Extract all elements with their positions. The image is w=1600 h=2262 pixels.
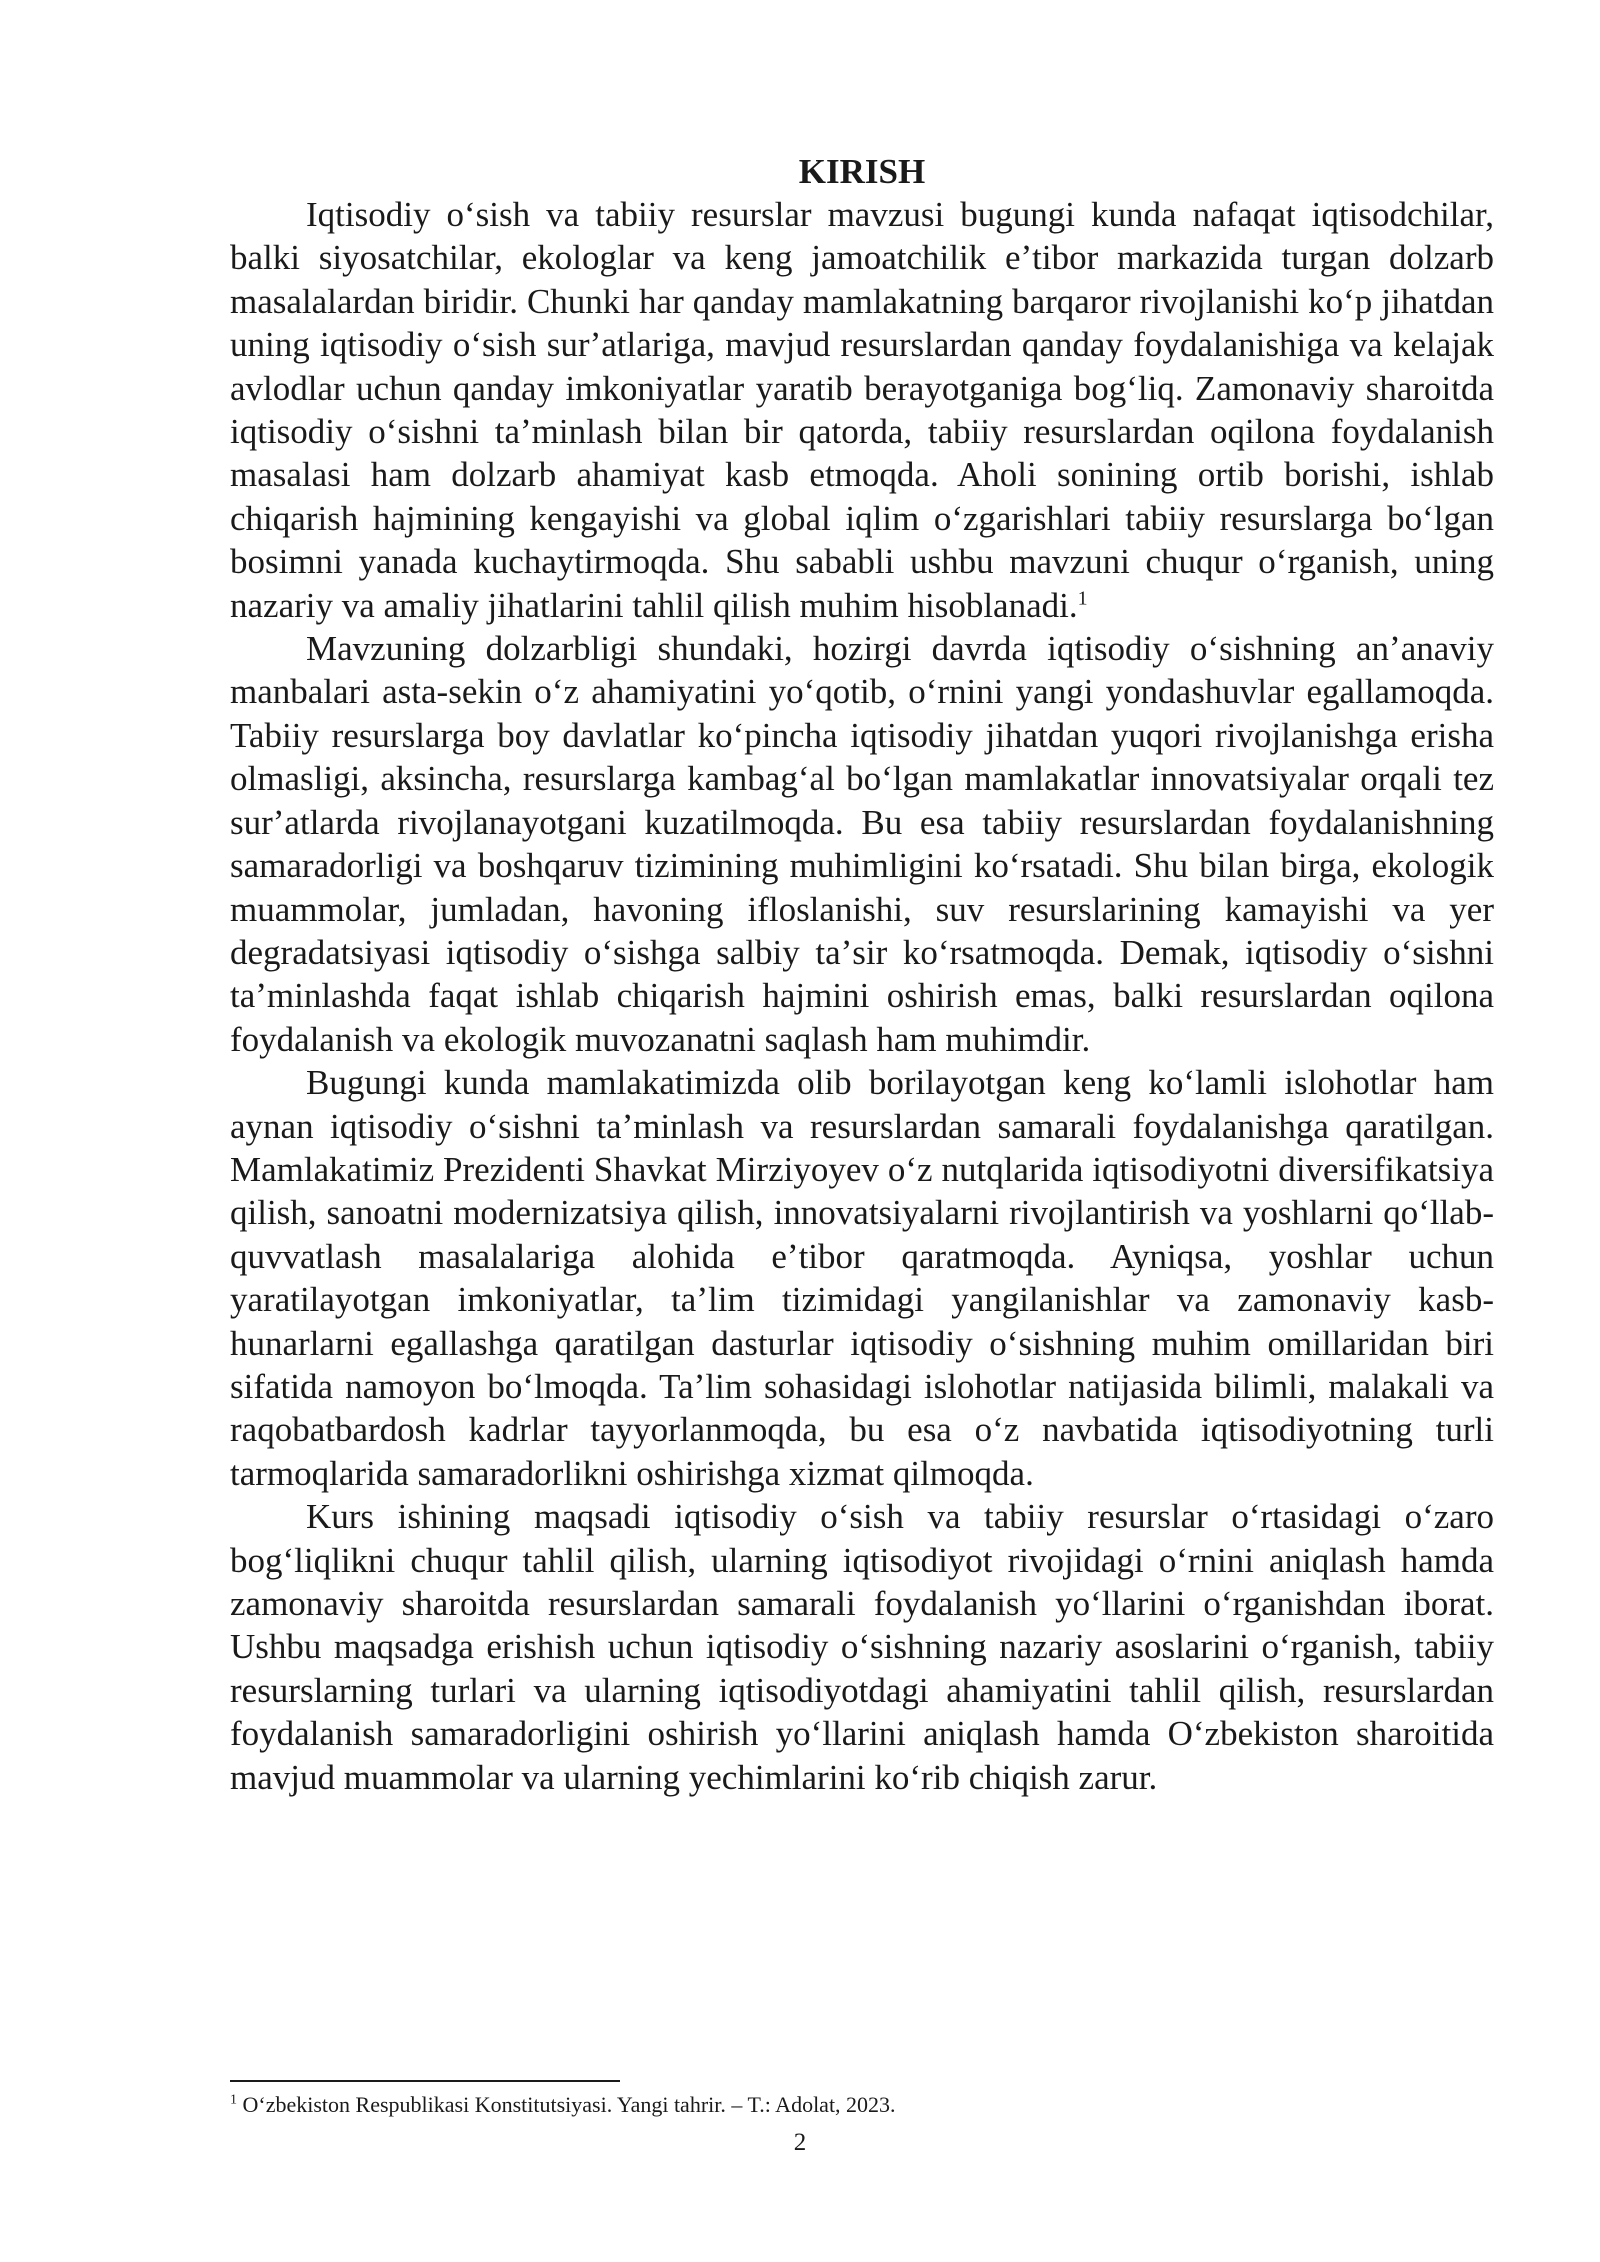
section-heading: KIRISH [798,152,926,191]
footnote-marker: 1 [230,2092,237,2108]
paragraph-1-text: Iqtisodiy oʻsish va tabiiy resurslar mavzusi bugungi kunda nafaqat iqtisodchilar, balki siyosatchilar, ekologlar va keng jamoatchilik eʼtibor markazida turgan dolzarb masalalardan biridir. Chunki har qanday mamlakatning barqaror rivojlanishi koʻp jihatdan uning iqtisodiy oʻsish surʼatlariga, mavjud resurslardan qanday foydalanishiga va kelajak avlodlar uchun qanday imkoniyatlar yaratib berayotganiga bogʻliq. Zamonaviy sharoitda iqtisodiy oʻsishni taʼminlash bilan bir qatorda, tabiiy resurslardan oqilona foydalanish masalasi ham dolzarb ahamiyat kasb etmoqda. Aholi sonining ortib borishi, ishlab chiqarish hajmining kengayishi va global iqlim oʻzgarishlari tabiiy resurslarga boʻlgan bosimni yanada kuchaytirmoqda. Shu sababli ushbu mavzuni chuqur oʻrganish, uning nazariy va amaliy jihatlarini tahlil qilish muhim hisoblanadi. [230,195,1494,625]
footnote-separator [230,2080,620,2082]
paragraph-4 [230,1495,1494,1799]
document-body [230,150,1494,1799]
footnote-reference[interactable]: 1 [1077,587,1088,609]
paragraph-3 [230,1061,1494,1495]
paragraph-4-text: Kurs ishining maqsadi iqtisodiy oʻsish va tabiiy resurslar oʻrtasidagi oʻzaro bogʻliqlikni chuqur tahlil qilish, ularning iqtisodiyot rivojidagi oʻrnini aniqlash hamda zamonaviy sharoitda resurslardan samarali foydalanish yoʻllarini oʻrganishdan iborat. Ushbu maqsadga erishish uchun iqtisodiy oʻsishning nazariy asoslarini oʻrganish, tabiiy resurslarning turlari va ularning iqtisodiyotdagi ahamiyatini tahlil qilish, resurslardan foydalanish samaradorligini oshirish yoʻllarini aniqlash hamda Oʻzbekiston sharoitida mavjud muammolar va ularning yechimlarini koʻrib chiqish zarur. [230,1497,1494,1797]
paragraph-2 [230,627,1494,1061]
footnote-text: Oʻzbekiston Respublikasi Konstitutsiyasi. Yangi tahrir. – T.: Adolat, 2023. [242,2092,896,2117]
paragraph-2-text: Mavzuning dolzarbligi shundaki, hozirgi davrda iqtisodiy oʻsishning anʼanaviy manbalari asta-sekin oʻz ahamiyatini yoʻqotib, oʻrnini yangi yondashuvlar egallamoqda. Tabiiy resurslarga boy davlatlar koʻpincha iqtisodiy jihatdan yuqori rivojlanishga erisha olmasligi, aksincha, resurslarga kambagʻal boʻlgan mamlakatlar innovatsiyalar orqali tez surʼatlarda rivojlanayotgani kuzatilmoqda. Bu esa tabiiy resurslardan foydalanishning samaradorligi va boshqaruv tizimining muhimligini koʻrsatadi. Shu bilan birga, ekologik muammolar, jumladan, havoning ifloslanishi, suv resurslarining kamayishi va yer degradatsiyasi iqtisodiy oʻsishga salbiy taʼsir koʻrsatmoqda. Demak, iqtisodiy oʻsishni taʼminlashda faqat ishlab chiqarish hajmini oshirish emas, balki resurslardan oqilona foydalanish va ekologik muvozanatni saqlash ham muhimdir. [230,629,1494,1059]
page-number: 2 [793,2129,807,2156]
footnote [230,2090,896,2120]
paragraph-1 [230,193,1494,627]
paragraph-3-text: Bugungi kunda mamlakatimizda olib borilayotgan keng koʻlamli islohotlar ham aynan iqtisodiy oʻsishni taʼminlash va resurslardan samarali foydalanishga qaratilgan. Mamlakatimiz Prezidenti Shavkat Mirziyoyev oʻz nutqlarida iqtisodiyotni diversifikatsiya qilish, sanoatni modernizatsiya qilish, innovatsiyalarni rivojlantirish va yoshlarni qoʻllab-quvvatlash masalalariga alohida eʼtibor qaratmoqda. Ayniqsa, yoshlar uchun yaratilayotgan imkoniyatlar, taʼlim tizimidagi yangilanishlar va zamonaviy kasb-hunarlarni egallashga qaratilgan dasturlar iqtisodiy oʻsishning muhim omillaridan biri sifatida namoyon boʻlmoqda. Taʼlim sohasidagi islohotlar natijasida bilimli, malakali va raqobatbardosh kadrlar tayyorlanmoqda, bu esa oʻz navbatida iqtisodiyotning turli tarmoqlarida samaradorlikni oshirishga xizmat qilmoqda. [230,1063,1494,1493]
